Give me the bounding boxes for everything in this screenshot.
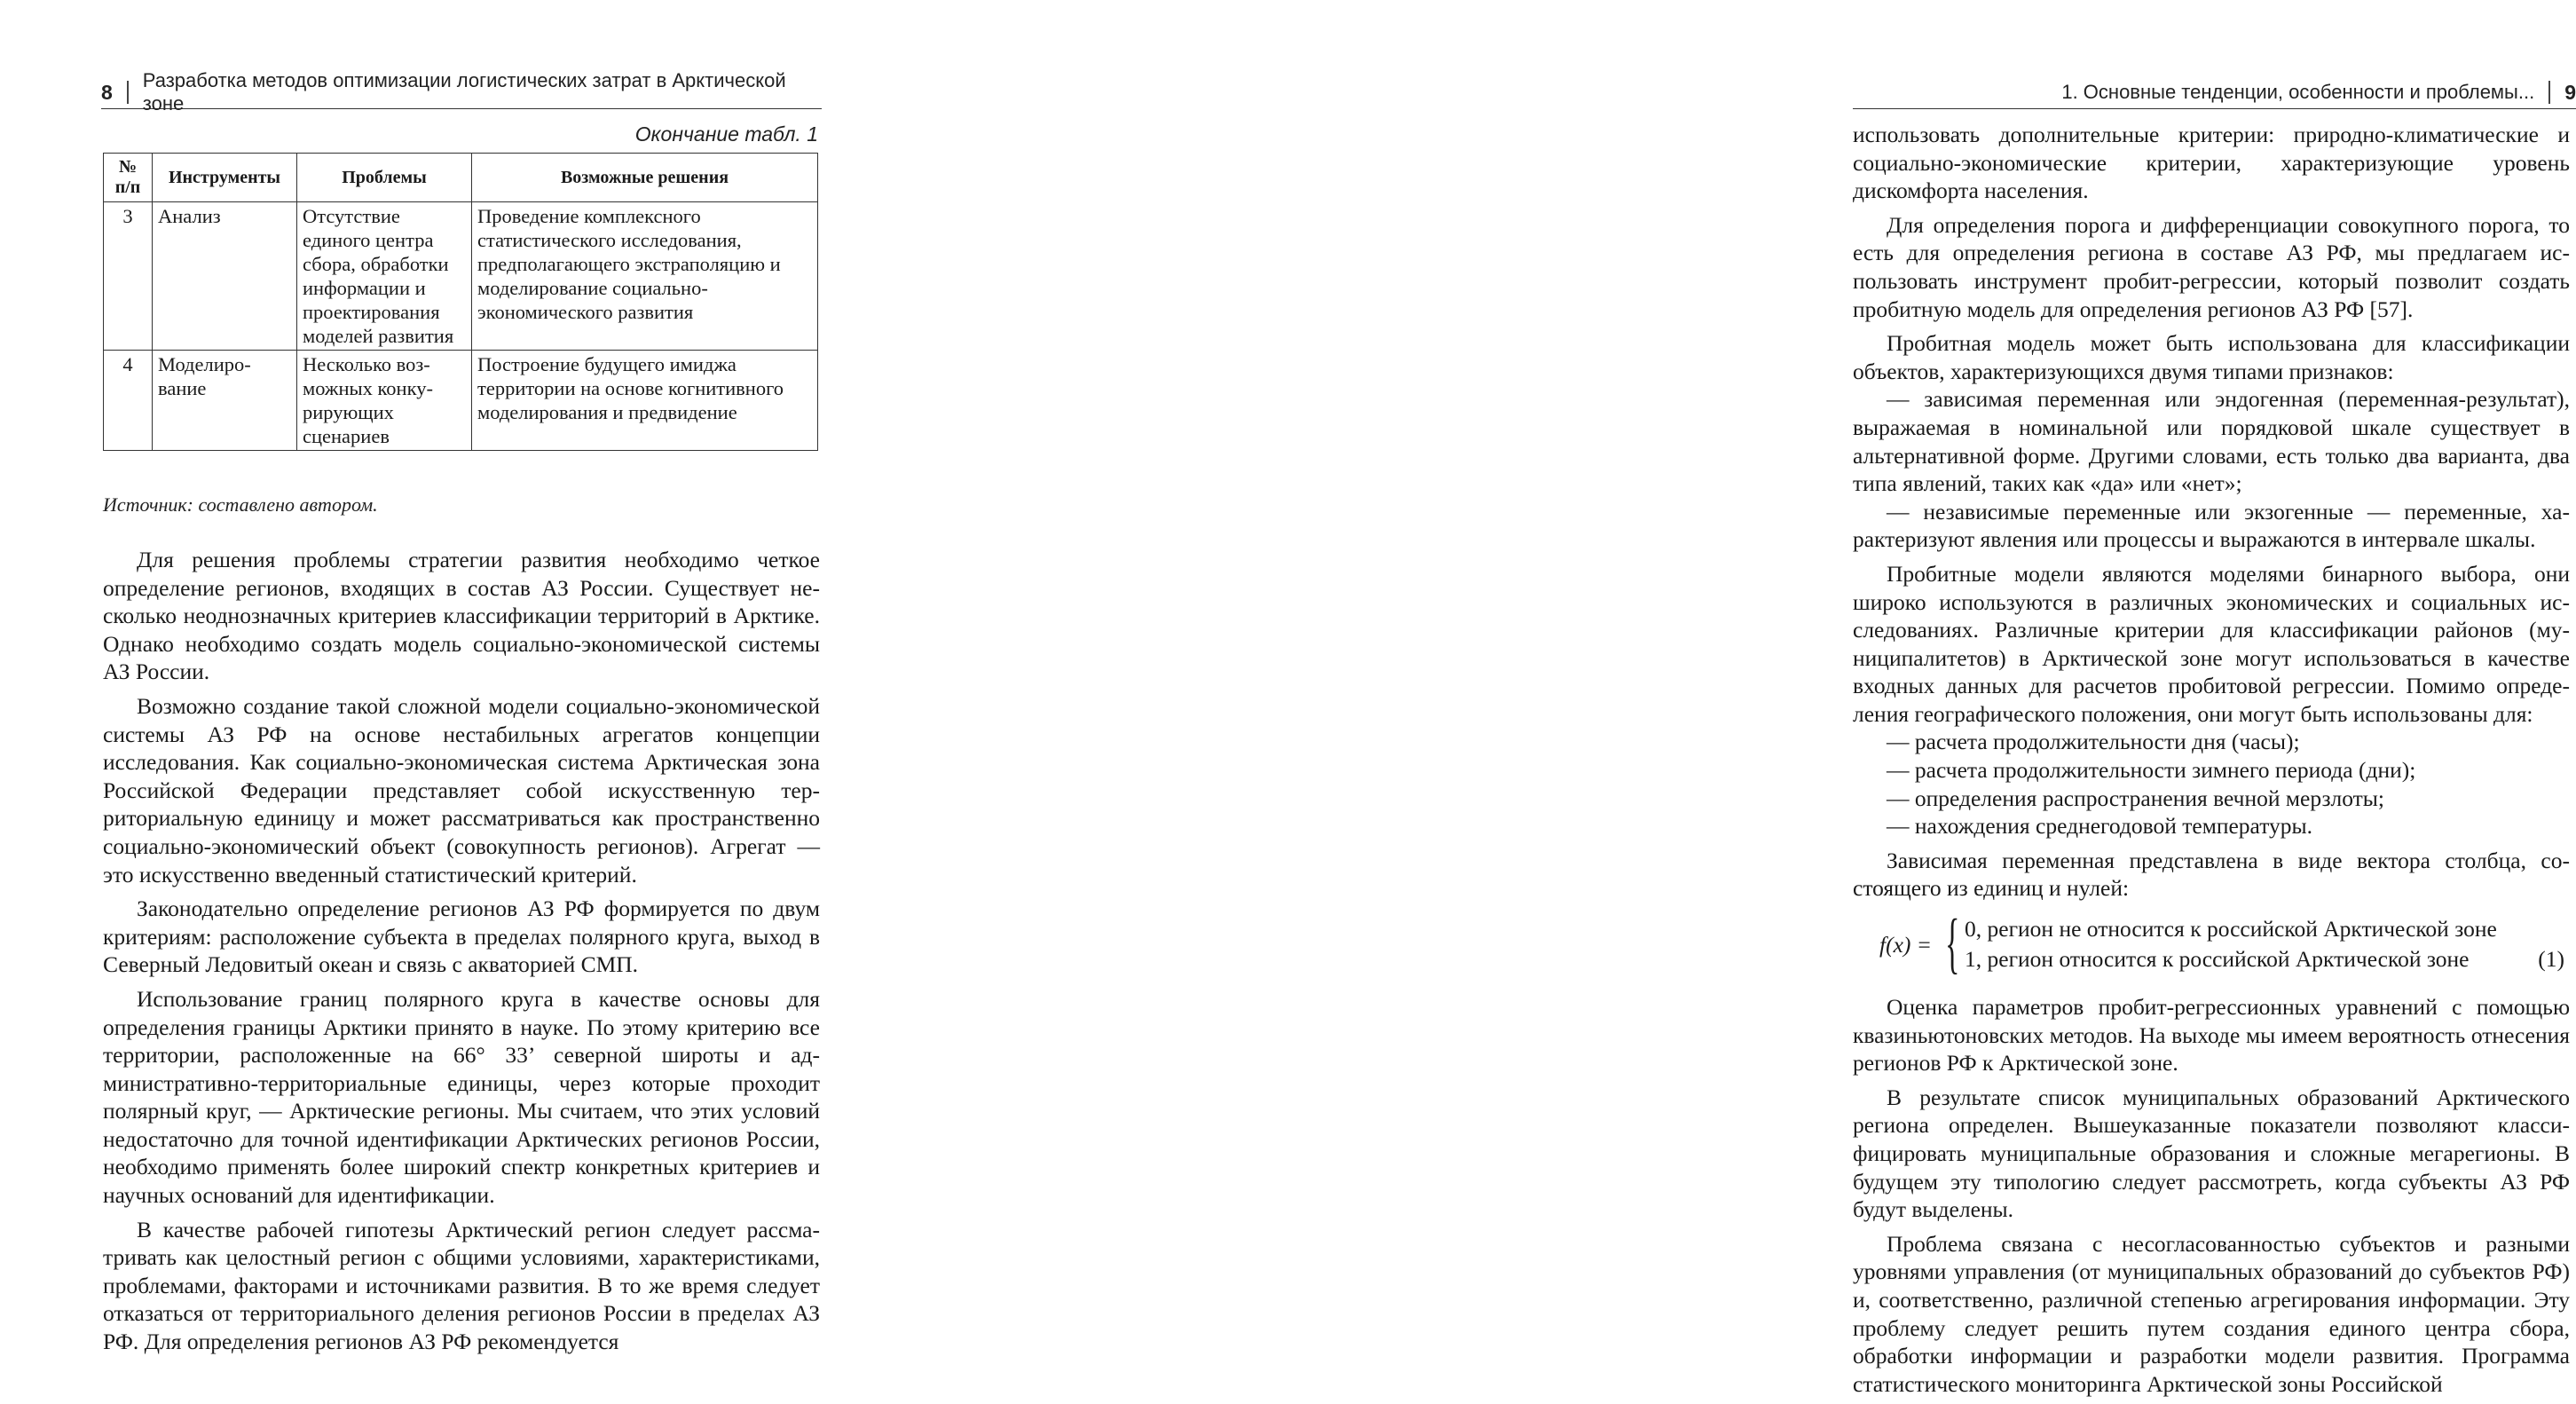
table-cell: Анализ: [153, 202, 297, 351]
paragraph: В результате список муниципальных образований Арктического региона определен. Вышеуказанные показатели позволяют классифицировать муниципальные образования и сложные мегарегионы. В будущем эту типологию следует рассмотреть, когда субъекты АЗ РФ будут выделены.: [1853, 1084, 2570, 1223]
body-text: [103, 546, 820, 1362]
table-header-row: [104, 154, 818, 202]
list-item: — зависимая переменная или эндогенная (переменная-результат), выражаемая в номинальной или порядковой шкале существует в альтернативной форме. Другими словами, есть только два варианта, два типа явлений, таких как «да» или «нет»;: [1853, 386, 2570, 497]
methods-table: [103, 153, 818, 451]
page-number: 8: [101, 80, 113, 104]
brace-icon: {: [1945, 906, 1960, 982]
running-title: 1. Основные тенденции, особенности и проблемы...: [2061, 81, 2535, 103]
paragraph: Зависимая переменная представлена в виде вектора столбца, состоящего из единиц и нулей:: [1853, 847, 2570, 902]
left-page: [0, 0, 887, 1388]
list-item: — расчета продолжительности зимнего периода (дни);: [1887, 757, 2416, 784]
paragraph: Оценка параметров пробит-регрессионных уравнений с помощью квазиньютоновских методов. На выходе мы имеем вероятность отнесения регионов РФ к Арктической зоне.: [1853, 994, 2570, 1077]
formula-case: 0, регион не относится к российской Арктической зоне: [1965, 916, 2497, 943]
formula: [1853, 906, 2570, 982]
table-cell: Несколько возможных конкурирующих сценариев: [297, 351, 472, 451]
table-row: [104, 202, 818, 351]
running-title: Разработка методов оптимизации логистических затрат в Арктической зоне: [142, 69, 786, 114]
table-cell: Моделирование: [153, 351, 297, 451]
paragraph: Проблема связана с несогласованностью субъектов и разными уровнями управления (от муниципальных образований до субъектов РФ) и, соответственно, различной степенью агрегирования информации. Эту проблему следует решить путем создания единого центра сбора, обработки информации и разработки модели развития. Программа статистического мониторинга Арктической зоны Российской: [1853, 1230, 2570, 1397]
paragraph: использовать дополнительные критерии: природно-климатические и социально-экономические критерии, характеризующие уровень дискомфорта населения.: [1853, 122, 2570, 204]
list-item: — независимые переменные или экзогенные — переменные, характеризуют явления или процессы и выражаются в интервале шкалы.: [1853, 498, 2570, 553]
table-caption: Окончание табл. 1: [634, 122, 818, 146]
body-text: [1853, 121, 2570, 1404]
table-cell: Построение будущего имиджа территории на основе когнитивного моделирования и предвидение: [472, 351, 818, 451]
page-number: 9: [2564, 80, 2576, 104]
paragraph: Законодательно определение регионов АЗ РФ формируется по двум критериям: расположение субъекта в пределах полярного круга, выход в Северный Ледовитый океан и связь с акваторией СМП.: [103, 895, 820, 978]
paragraph: Для решения проблемы стратегии развития необходимо четкое определение регионов, входящих в состав АЗ России. Существует несколько неоднозначных критериев классификации территорий в Арктике. Однако необходимо создать модель социально-экономической системы АЗ России.: [103, 547, 820, 685]
paragraph: Для определения порога и дифференциации совокупного порога, то есть для определения региона в составе АЗ РФ, мы предлагаем использовать инструмент пробит-регрессии, который позволит создать пробитную модель для определения регионов АЗ РФ [57].: [1853, 211, 2570, 322]
table-row: [104, 351, 818, 451]
table-cell: 3: [104, 202, 153, 351]
table-header: Проблемы: [297, 154, 472, 202]
list-item: — нахождения среднегодовой температуры.: [1887, 813, 2313, 840]
paragraph: В качестве рабочей гипотезы Арктический регион следует рассматривать как целостный регион с общими условиями, характеристиками, проблемами, факторами и источниками развития. В то же время следует отказаться от территориального деления регионов России в пределах АЗ РФ. Для определения регионов АЗ РФ рекомендуется: [103, 1216, 820, 1355]
header-separator: [2548, 81, 2550, 104]
table-header: Инструменты: [153, 154, 297, 202]
table-cell: Проведение комплексного статистического исследования, предполагающего экстраполяцию и моделирование социально-экономического развития: [472, 202, 818, 351]
table-cell: 4: [104, 351, 153, 451]
running-header: [1853, 76, 2576, 109]
table-header: № п/п: [104, 154, 153, 202]
table-cell: Отсутствие единого центра сбора, обработки информации и проектирования моделей развития: [297, 202, 472, 351]
table-source-note: Источник: составлено автором.: [103, 493, 378, 516]
list-item: — расчета продолжительности дня (часы);: [1887, 729, 2300, 755]
equation-number: (1): [2538, 946, 2564, 973]
formula-lhs: f(x) =: [1879, 932, 1932, 958]
list-item: — определения распространения вечной мерзлоты;: [1887, 785, 2385, 811]
right-page: [887, 0, 2576, 1397]
header-separator: [127, 81, 129, 104]
paragraph: Использование границ полярного круга в качестве основы для определения границы Арктики принято в науке. По этому критерию все территории, расположенные на 66° 33’ северной широты и административно-территориальные единицы, через которые проходит полярный круг, — Арктические регионы. Мы считаем, что этих условий недостаточно для точной идентификации Арктических регионов России, необходимо применять более широкий спектр конкретных критериев и научных оснований для идентификации.: [103, 985, 820, 1209]
paragraph: Пробитная модель может быть использована для классификации объектов, характеризующихся двумя типами признаков:: [1853, 330, 2570, 384]
paragraph: Пробитные модели являются моделями бинарного выбора, они широко используются в различных экономических и социальных исследованиях. Различные критерии для классификации районов (муниципалитетов) в Арктической зоне могут использоваться в качестве входных данных для расчетов пробитовой регрессии. Помимо определения географического положения, они могут быть использованы для:: [1853, 560, 2570, 727]
paragraph: Возможно создание такой сложной модели социально-экономической системы АЗ РФ на основе нестабильных агрегатов концепции исследования. Как социально-экономическая система Арктическая зона Российской Федерации представляет собой искусственную территориальную единицу и может рассматриваться как пространственно социально-экономический объект (совокупность регионов). Агрегат — это искусственно введенный статистический критерий.: [103, 692, 820, 887]
table-header: Возможные решения: [472, 154, 818, 202]
formula-case: 1, регион относится к российской Арктической зоне: [1965, 946, 2470, 973]
running-header: [101, 69, 822, 114]
